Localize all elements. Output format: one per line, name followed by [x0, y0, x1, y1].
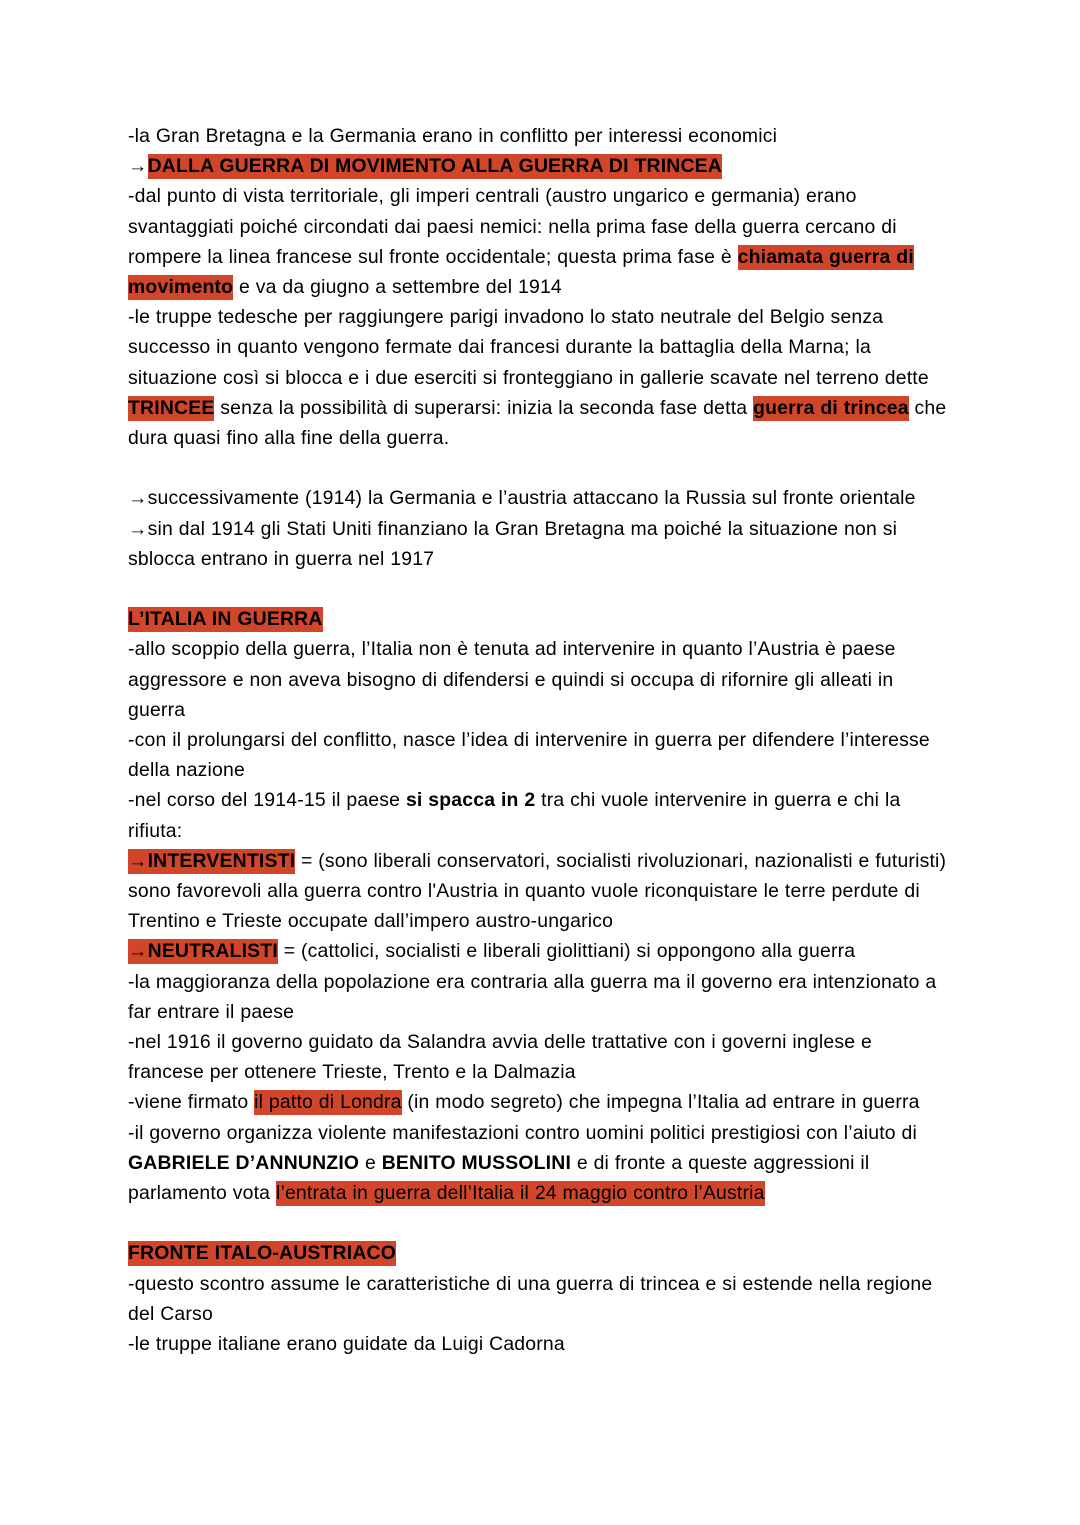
- text-run: senza la possibilità di superarsi: inizia la seconda fase detta: [214, 396, 754, 419]
- text-run: -questo scontro assume le caratteristiche di una guerra di trincea e si estende nella regione del Carso: [128, 1272, 933, 1325]
- text-run: -allo scoppio della guerra, l’Italia non è tenuta ad intervenire in quanto l’Austria è paese aggressore e non aveva bisogno di difendersi e quindi si occupa di rifornire gli alleati in guerra: [128, 638, 896, 721]
- text-line: [128, 1118, 950, 1209]
- highlighted-text: →INTERVENTISTI: [128, 849, 296, 872]
- text-line: [128, 1238, 950, 1268]
- text-line: [128, 936, 950, 966]
- highlighted-text: L’ITALIA IN GUERRA: [128, 608, 323, 631]
- highlighted-text: →NEUTRALISTI: [128, 940, 278, 963]
- text-line: [128, 967, 950, 1027]
- text-run: -la Gran Bretagna e la Germania erano in conflitto per interessi economici: [128, 125, 778, 147]
- text-run: e di fronte a queste aggressioni il parlamento vota: [128, 1151, 870, 1205]
- text-run: -viene firmato: [128, 1091, 255, 1114]
- text-run: -il governo organizza violente manifestazioni contro uomini politici prestigiosi con l’aiuto di: [128, 1121, 918, 1144]
- text-run: e va da giugno a settembre del 1914: [233, 276, 562, 299]
- text-run: -nel corso del 1914-15 il paese: [128, 789, 406, 812]
- highlighted-text: chiamata guerra di movimento: [128, 245, 914, 299]
- text-line: [128, 1087, 950, 1117]
- text-run: →sin dal 1914 gli Stati Uniti finanziano la Gran Bretagna ma poiché la situazione non si sblocca entrano in guerra nel 1917: [128, 517, 898, 570]
- text-run: -la maggioranza della popolazione era contraria alla guerra ma il governo era intenzionato a far entrare il paese: [128, 970, 937, 1023]
- text-run: -le truppe tedesche per raggiungere parigi invadono lo stato neutrale del Belgio senza successo in quanto vengono fermate dai francesi durante la battaglia della Marna; la situazione così si blocca e i due eserciti si fronteggiano in gallerie scavate nel terreno dette: [128, 306, 929, 389]
- text-run: →: [128, 155, 148, 178]
- text-line: [128, 1329, 950, 1359]
- text-line: [128, 1269, 950, 1329]
- highlighted-text: l’entrata in guerra dell’Italia il 24 maggio contro l’Austria: [275, 1182, 765, 1205]
- bold-text: si spacca in 2: [405, 789, 536, 812]
- text-run: e: [359, 1151, 382, 1174]
- text-run: che dura quasi fino alla fine della guerra.: [128, 396, 947, 450]
- text-run: -nel 1916 il governo guidato da Salandra avvia delle trattative con i governi inglese e francese per ottenere Trieste, Trento e la Dalmazia: [128, 1031, 872, 1084]
- text-run: = (sono liberali conservatori, socialisti rivoluzionari, nazionalisti e futuristi) sono favorevoli alla guerra contro l'Austria in quanto vuole riconquistare le terre perdute di Trentino e Trieste occupate dall’impero austro-ungarico: [128, 849, 947, 933]
- highlighted-text: FRONTE ITALO-AUSTRIACO: [128, 1242, 397, 1265]
- text-run: -le truppe italiane erano guidate da Luigi Cadorna: [128, 1333, 565, 1356]
- text-line: [128, 483, 950, 513]
- text-line: [128, 181, 950, 302]
- highlighted-text: il patto di Londra: [254, 1091, 402, 1114]
- text-run: tra chi vuole intervenire in guerra e chi la rifiuta:: [128, 789, 901, 842]
- text-line: [128, 785, 950, 845]
- text-line: [128, 302, 950, 453]
- text-run: -dal punto di vista territoriale, gli imperi centrali (austro ungarico e germania) erano svantaggiati poiché circondati dai paesi nemici: nella prima fase della guerra cercano di rompere la linea francese sul fronte occidentale; questa prima fase è: [128, 185, 897, 268]
- text-line: [128, 1027, 950, 1087]
- highlighted-text: guerra di trincea: [753, 396, 909, 419]
- text-line: [128, 604, 950, 634]
- text-line: [128, 846, 950, 937]
- text-line: [128, 151, 950, 181]
- highlighted-text: DALLA GUERRA DI MOVIMENTO ALLA GUERRA DI TRINCEA: [147, 155, 723, 178]
- document-text-body: [128, 121, 950, 1359]
- text-line: [128, 634, 950, 725]
- text-line: [128, 725, 950, 785]
- bold-text: GABRIELE D’ANNUNZIO: [128, 1151, 360, 1174]
- highlighted-text: TRINCEE: [128, 396, 215, 419]
- text-line: [128, 514, 950, 574]
- text-run: = (cattolici, socialisti e liberali giolittiani) si oppongono alla guerra: [277, 940, 856, 963]
- text-run: -con il prolungarsi del conflitto, nasce l’idea di intervenire in guerra per difendere l’interesse della nazione: [128, 729, 930, 782]
- text-line: [128, 121, 950, 151]
- text-run: (in modo segreto) che impegna l’Italia ad entrare in guerra: [401, 1091, 920, 1114]
- text-run: →successivamente (1914) la Germania e l’austria attaccano la Russia sul fronte orientale: [128, 487, 916, 510]
- bold-text: BENITO MUSSOLINI: [381, 1151, 572, 1174]
